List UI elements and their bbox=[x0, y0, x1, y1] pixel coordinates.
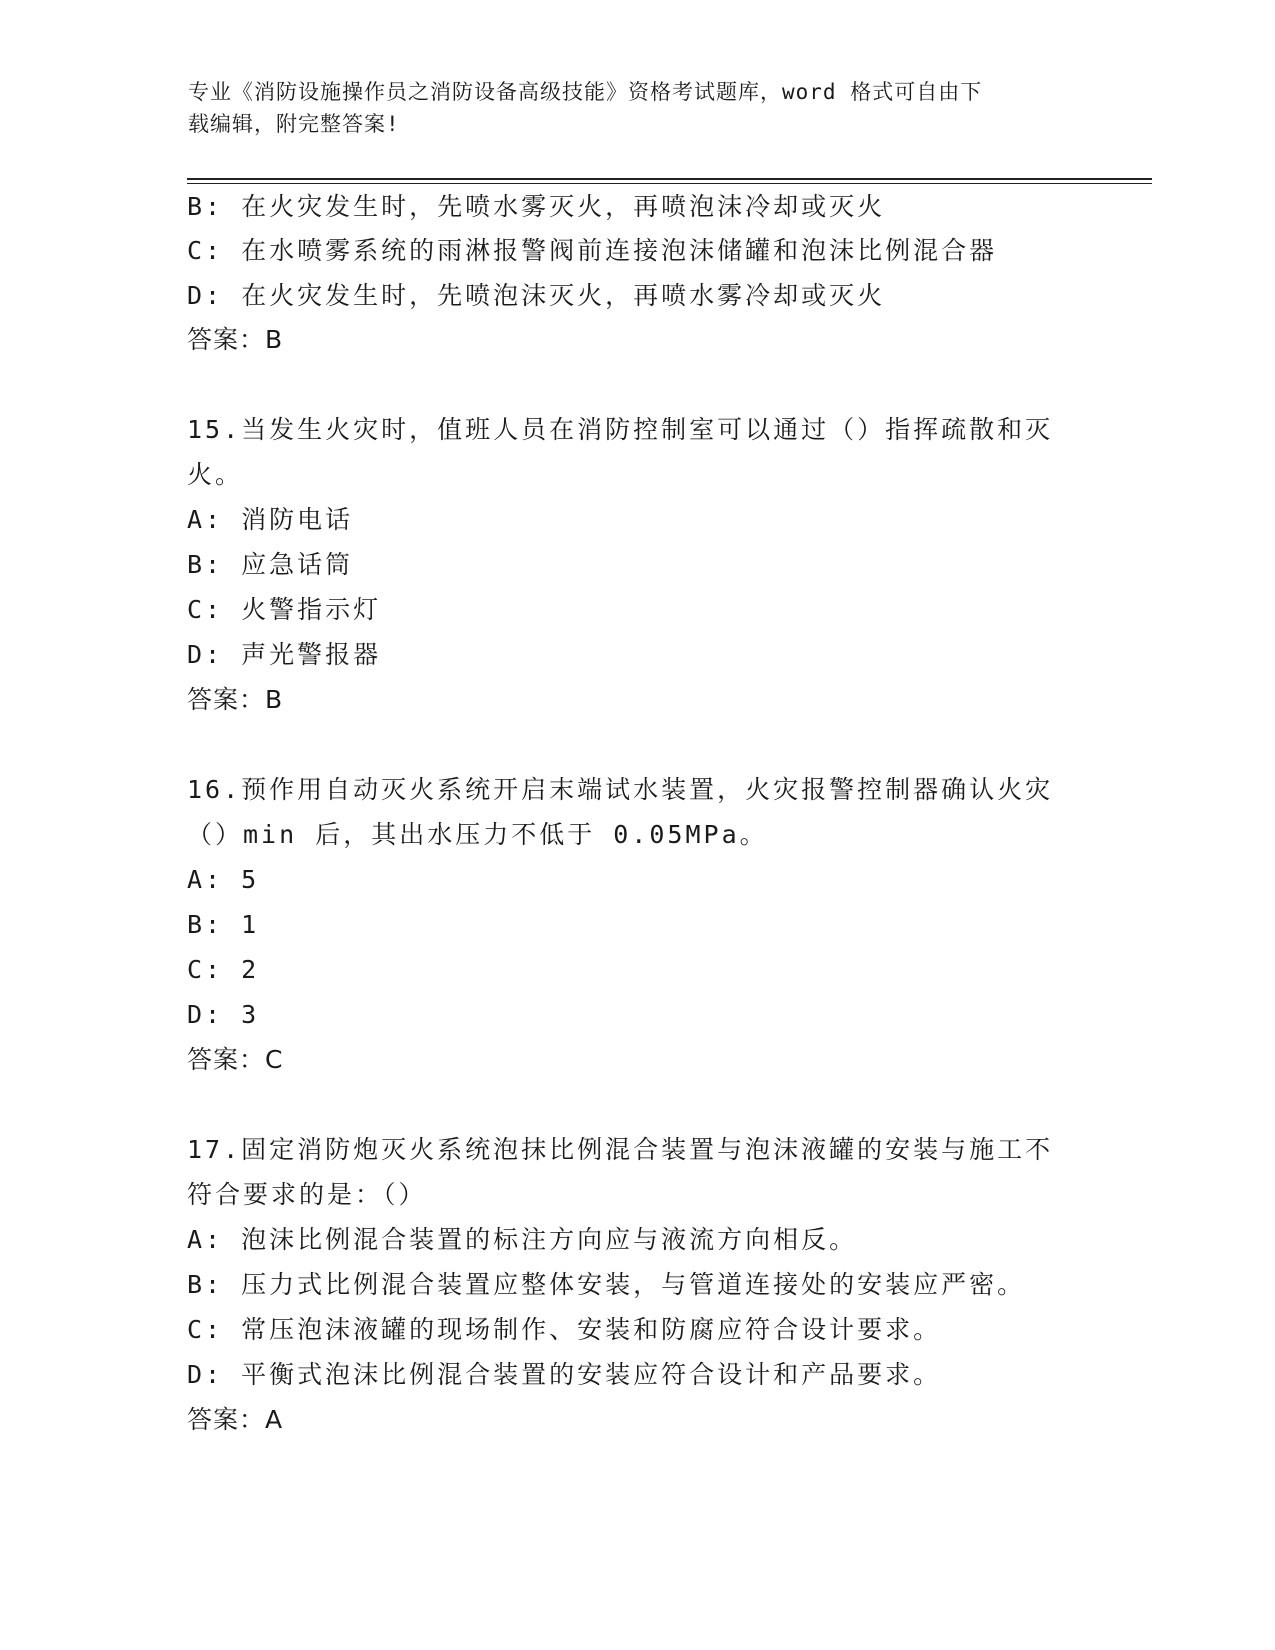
q17-option-b: B: 压力式比例混合装置应整体安装，与管道连接处的安装应严密。 bbox=[187, 1270, 1026, 1299]
q14-option-b: B: 在火灾发生时，先喷水雾灭火，再喷泡沫冷却或灭火 bbox=[187, 192, 886, 221]
q15-option-c: C: 火警指示灯 bbox=[187, 595, 382, 624]
q15-option-a: A: 消防电话 bbox=[187, 505, 354, 534]
q17-answer: 答案：A bbox=[187, 1405, 284, 1434]
header-line-1: 专业《消防设施操作员之消防设备高级技能》资格考试题库，word 格式可自由下 bbox=[188, 80, 983, 104]
q17-option-d: D: 平衡式泡沫比例混合装置的安装应符合设计和产品要求。 bbox=[187, 1360, 942, 1389]
q16-stem-line-2: （）min 后，其出水压力不低于 0.05MPa。 bbox=[187, 820, 768, 849]
q14-answer: 答案：B bbox=[187, 325, 284, 354]
q15-stem-line-1: 15.当发生火灾时，值班人员在消防控制室可以通过（）指挥疏散和灭 bbox=[187, 415, 1054, 444]
q16-stem-line-1: 16.预作用自动灭火系统开启末端试水装置，火灾报警控制器确认火灾 bbox=[187, 775, 1054, 804]
document-header bbox=[188, 76, 1068, 140]
q17-option-a: A: 泡沫比例混合装置的标注方向应与液流方向相反。 bbox=[187, 1225, 858, 1254]
q16-option-b: B: 1 bbox=[187, 910, 260, 939]
q16-option-d: D: 3 bbox=[187, 1000, 260, 1029]
q15-option-d: D: 声光警报器 bbox=[187, 640, 382, 669]
header-line-2: 载编辑，附完整答案! bbox=[188, 112, 400, 136]
q15-answer: 答案：B bbox=[187, 685, 284, 714]
q14-option-c: C: 在水喷雾系统的雨淋报警阀前连接泡沫储罐和泡沫比例混合器 bbox=[187, 236, 998, 265]
header-divider-thin bbox=[187, 183, 1152, 184]
q16-option-a: A: 5 bbox=[187, 865, 260, 894]
q17-stem-line-2: 符合要求的是：（） bbox=[187, 1180, 427, 1209]
q15-option-b: B: 应急话筒 bbox=[187, 550, 354, 579]
header-divider-thick bbox=[187, 178, 1152, 180]
q17-stem-line-1: 17.固定消防炮灭火系统泡抹比例混合装置与泡沫液罐的安装与施工不 bbox=[187, 1135, 1054, 1164]
q16-answer: 答案：C bbox=[187, 1045, 284, 1074]
q17-option-c: C: 常压泡沫液罐的现场制作、安装和防腐应符合设计要求。 bbox=[187, 1315, 942, 1344]
q14-option-d: D: 在火灾发生时，先喷泡沫灭火，再喷水雾冷却或灭火 bbox=[187, 281, 886, 310]
q16-option-c: C: 2 bbox=[187, 955, 260, 984]
q15-stem-line-2: 火。 bbox=[187, 460, 244, 489]
